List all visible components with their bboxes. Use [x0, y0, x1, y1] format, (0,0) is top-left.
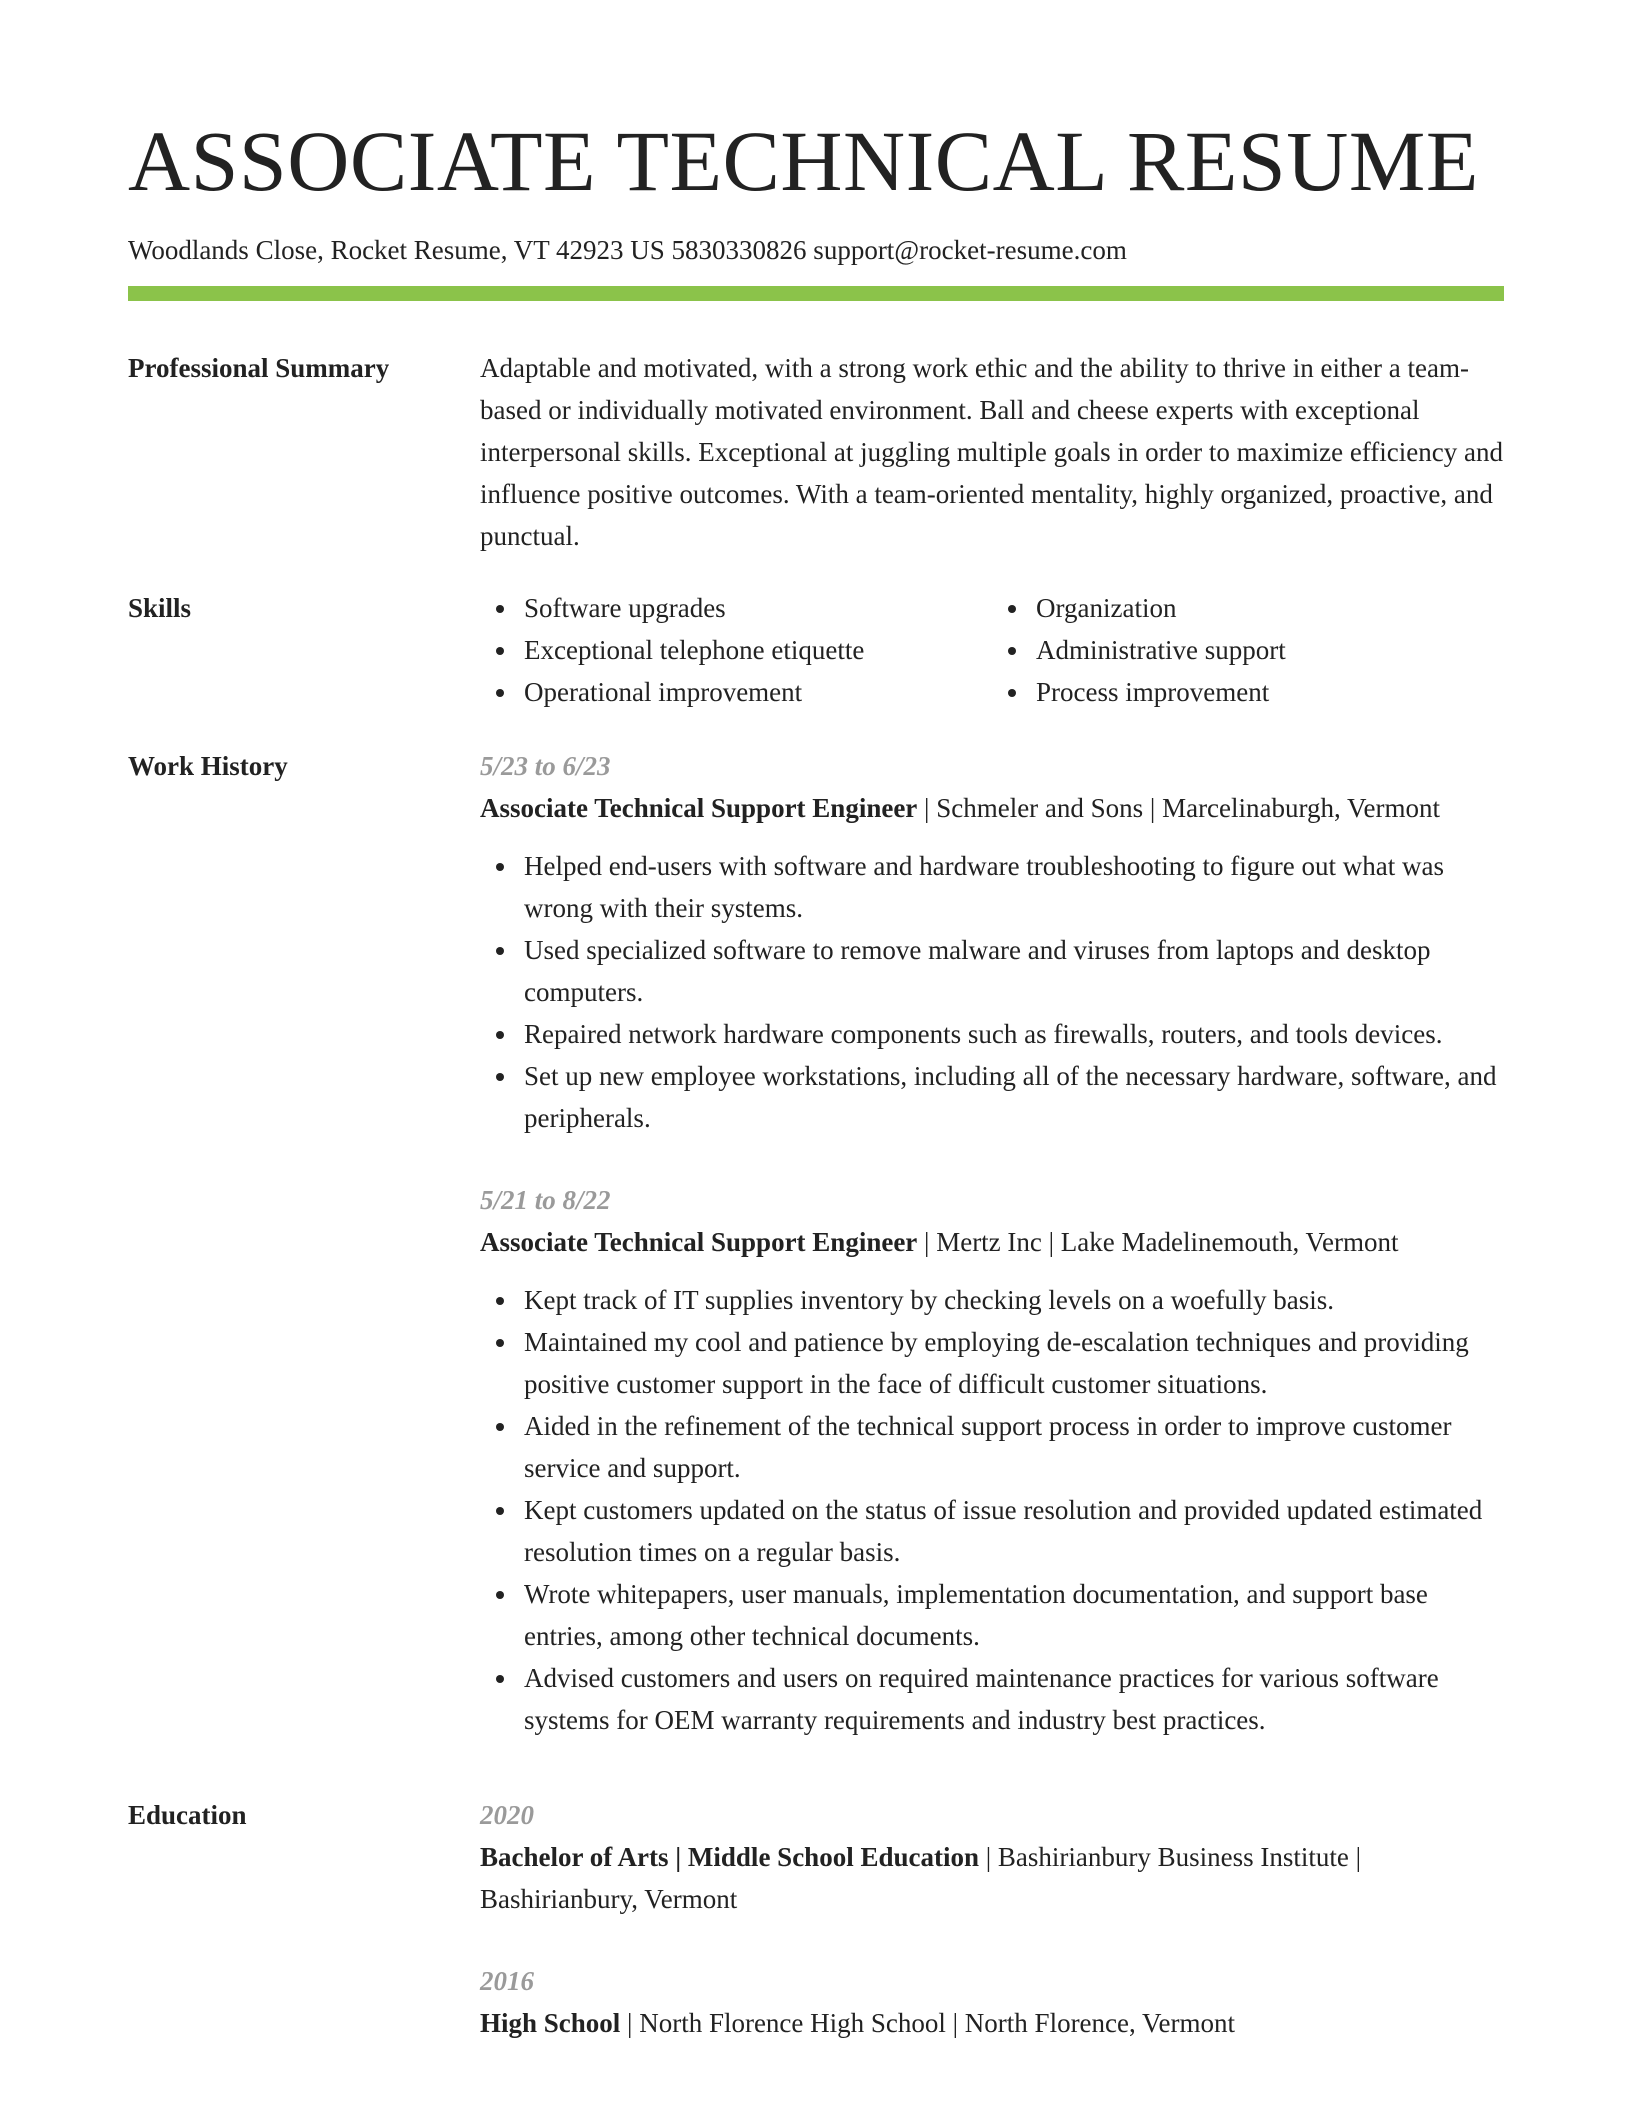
work-history-heading: Work History: [128, 751, 288, 781]
job-entry: [480, 745, 1504, 1139]
education-entry: [480, 1960, 1504, 2044]
summary-text: Adaptable and motivated, with a strong work ethic and the ability to thrive in either a team-based or individually motivated environment. Ball and cheese experts with exceptional interpersonal skills. Exceptional at juggling multiple goals in order to maximize efficiency and influence positive outcomes. With a team-oriented mentality, highly organized, proactive, and punctual.: [480, 353, 1503, 551]
school-details: | Bashirianbury Business Institute | Bashirianbury, Vermont: [480, 1842, 1362, 1914]
job-bullet: Maintained my cool and patience by employing de-escalation techniques and providing positive customer support in the face of difficult customer situations.: [524, 1321, 1504, 1405]
education-entry: [480, 1794, 1504, 1920]
skill-item: Administrative support: [1036, 629, 1504, 671]
skill-item: Process improvement: [1036, 671, 1504, 713]
job-title: Associate Technical Support Engineer: [480, 1227, 918, 1257]
skill-item: Operational improvement: [524, 671, 992, 713]
job-details: | Schmeler and Sons | Marcelinaburgh, Vermont: [917, 793, 1441, 823]
skill-item: Organization: [1036, 587, 1504, 629]
work-history-body: [480, 745, 1504, 1741]
skill-item: Software upgrades: [524, 587, 992, 629]
job-entry: [480, 1179, 1504, 1741]
job-bullet: Used specialized software to remove malware and viruses from laptops and desktop computers.: [524, 929, 1504, 1013]
education-year: 2016: [480, 1966, 534, 1996]
accent-divider: [128, 286, 1504, 301]
education-heading: Education: [128, 1800, 247, 1830]
job-title: Associate Technical Support Engineer: [480, 793, 918, 823]
job-bullet-list: [480, 1279, 1504, 1741]
education-heading-line: [480, 1836, 1504, 1920]
job-details: | Mertz Inc | Lake Madelinemouth, Vermont: [917, 1227, 1399, 1257]
job-dates: 5/21 to 8/22: [480, 1185, 611, 1215]
job-bullet-list: [480, 845, 1504, 1139]
summary-heading: Professional Summary: [128, 353, 390, 383]
summary-body: [480, 347, 1504, 557]
education-heading-line: [480, 2002, 1504, 2044]
job-heading: [480, 1221, 1504, 1263]
job-bullet: Advised customers and users on required maintenance practices for various software systems for OEM warranty requirements and industry best practices.: [524, 1657, 1504, 1741]
education-year: 2020: [480, 1800, 534, 1830]
skills-list-right: [992, 587, 1504, 713]
resume-title: ASSOCIATE TECHNICAL RESUME: [128, 113, 1479, 209]
job-dates: 5/23 to 6/23: [480, 751, 611, 781]
job-bullet: Repaired network hardware components such as firewalls, routers, and tools devices.: [524, 1013, 1504, 1055]
job-bullet: Wrote whitepapers, user manuals, implementation documentation, and support base entries, among other technical documents.: [524, 1573, 1504, 1657]
job-heading: [480, 787, 1504, 829]
school-details: | North Florence High School | North Florence, Vermont: [620, 2008, 1236, 2038]
contact-line: Woodlands Close, Rocket Resume, VT 42923 US 5830330826 support@rocket-resume.com: [128, 235, 1127, 265]
skill-item: Exceptional telephone etiquette: [524, 629, 992, 671]
degree-name: High School: [480, 2008, 621, 2038]
job-bullet: Set up new employee workstations, including all of the necessary hardware, software, and peripherals.: [524, 1055, 1504, 1139]
skills-columns: [480, 587, 1504, 713]
job-bullet: Helped end-users with software and hardware troubleshooting to figure out what was wrong with their systems.: [524, 845, 1504, 929]
education-body: [480, 1794, 1504, 2044]
job-bullet: Aided in the refinement of the technical support process in order to improve customer service and support.: [524, 1405, 1504, 1489]
skills-heading: Skills: [128, 593, 192, 623]
skills-body: [480, 587, 1504, 713]
skills-list-left: [480, 587, 992, 713]
job-bullet: Kept track of IT supplies inventory by checking levels on a woefully basis.: [524, 1279, 1504, 1321]
degree-name: Bachelor of Arts | Middle School Education: [480, 1842, 979, 1872]
job-bullet: Kept customers updated on the status of issue resolution and provided updated estimated resolution times on a regular basis.: [524, 1489, 1504, 1573]
